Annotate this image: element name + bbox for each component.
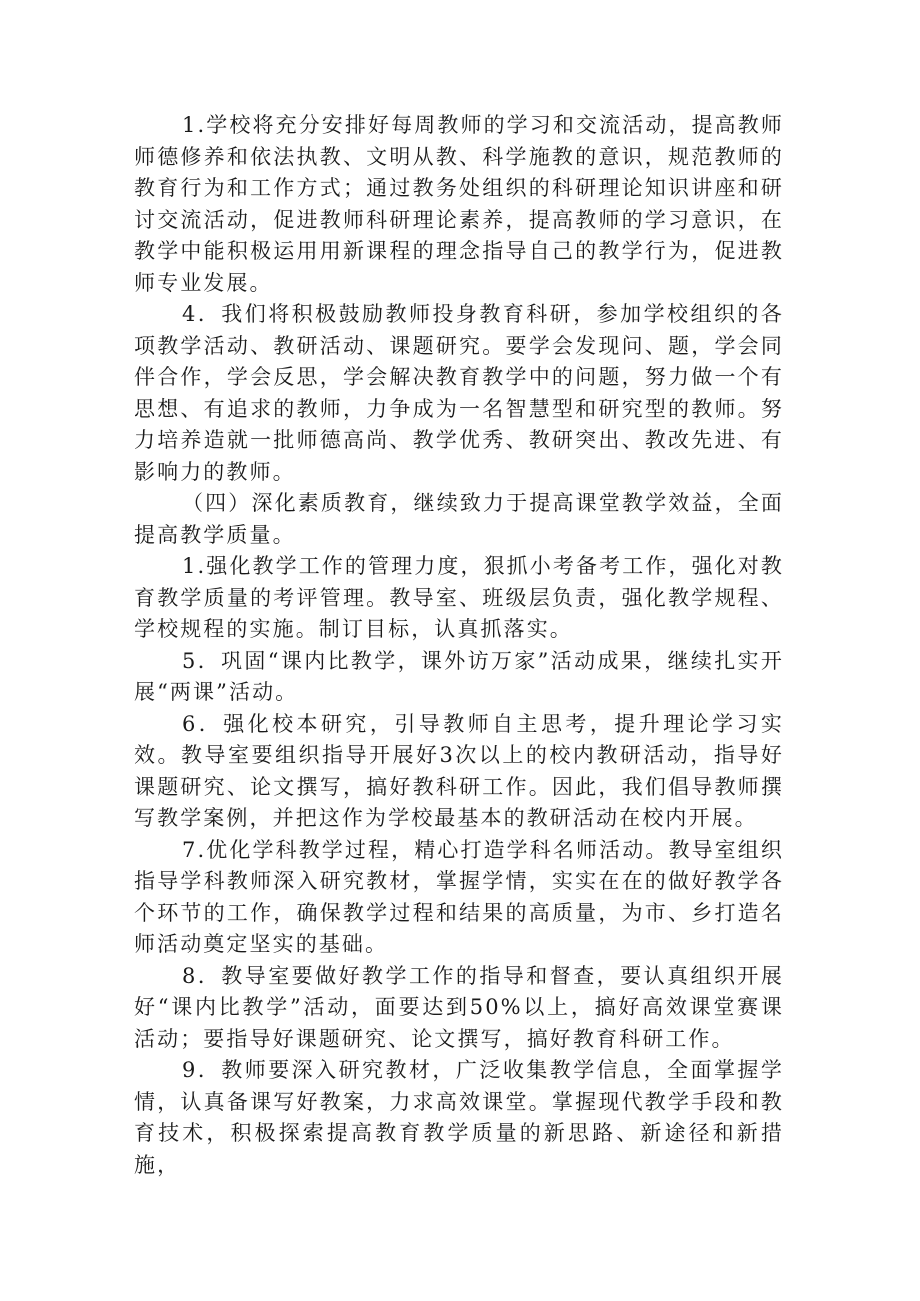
paragraph-supervision: 8．教导室要做好教学工作的指导和督查，要认真组织开展好“课内比教学”活动，面要达到50%以上，搞好高效课堂赛课活动；要指导好课题研究、论文撰写，搞好教育科研工作。 [134,963,784,1051]
paragraph-research-encouragement: 4．我们将积极鼓励教师投身教育科研，参加学校组织的各项教学活动、教研活动、课题研究。要学会发现问、题，学会同伴合作，学会反思，学会解决教育教学中的问题，努力做一个有思想、有追求的教师，力争成为一名智慧型和研究型的教师。努力培养造就一批师德高尚、教学优秀、教研突出、教改先进、有影响力的教师。 [134,302,784,484]
paragraph-subject-teaching: 7.优化学科教学过程，精心打造学科名师活动。教导室组织指导学科教师深入研究教材，掌握学情，实实在在的做好教学各个环节的工作，确保教学过程和结果的高质量，为市、乡打造名师活动奠定坚实的基础。 [134,837,784,956]
paragraph-management: 1.强化教学工作的管理力度，狠抓小考备考工作，强化对教育教学质量的考评管理。教导室、班级层负责，强化教学规程、学校规程的实施。制订目标，认真抓落实。 [134,554,784,641]
paragraph-two-lessons: 5．巩固“课内比教学，课外访万家”活动成果，继续扎实开展“两课”活动。 [134,648,784,704]
paragraph-school-research: 6．强化校本研究，引导教师自主思考，提升理论学习实效。教导室要组织指导开展好3次以上的校内教研活动，指导好课题研究、论文撰写，搞好教科研工作。因此，我们倡导教师撰写教学案例，并把这作为学校最基本的教研活动在校内开展。 [134,711,784,830]
paragraph-teacher-study: 1.学校将充分安排好每周教师的学习和交流活动，提高教师师德修养和依法执教、文明从教、科学施教的意识，规范教师的教育行为和工作方式；通过教务处组织的科研理论知识讲座和研讨交流活动，促进教师科研理论素养，提高教师的学习意识，在教学中能积极运用用新课程的理念指导自己的教学行为，促进教师专业发展。 [134,113,784,295]
document-body [134,110,784,1181]
section-heading-quality-education: （四）深化素质教育，继续致力于提高课堂教学效益，全面提高教学质量。 [134,491,784,547]
paragraph-teaching-materials: 9．教师要深入研究教材，广泛收集教学信息，全面掌握学情，认真备课写好教案，力求高效课堂。掌握现代教学手段和教育技术，积极探索提高教育教学质量的新思路、新途径和新措施， [134,1058,784,1177]
